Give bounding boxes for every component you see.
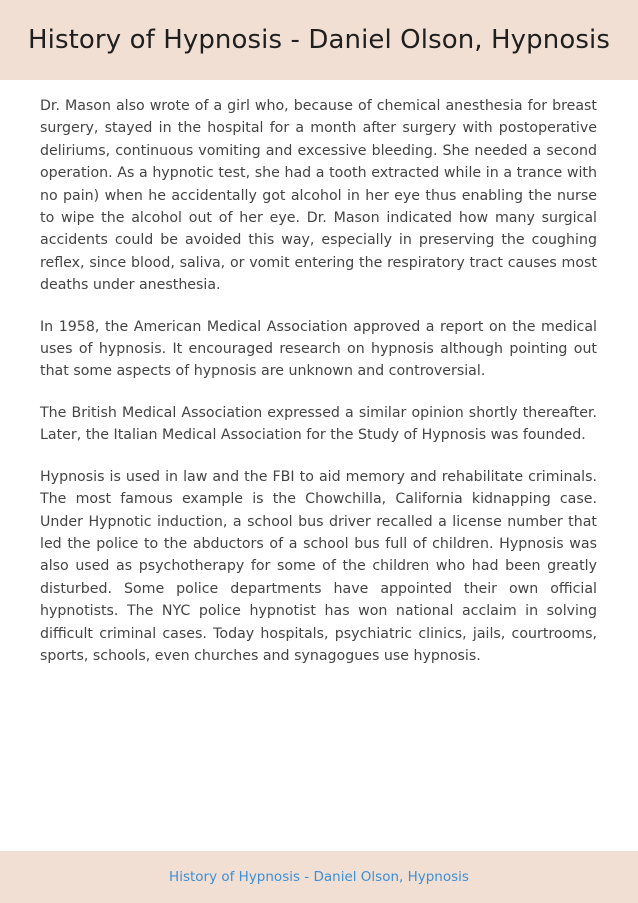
- paragraph-ama-1958: In 1958, the American Medical Association approved a report on the medical uses of hypnosis. It encouraged research on hypnosis although pointing out that some aspects of hypnosis are unknown and controversial.: [40, 318, 597, 380]
- article-body: [40, 95, 597, 686]
- paragraph-anesthesia: Dr. Mason also wrote of a girl who, because of chemical anesthesia for breast surgery, stayed in the hospital for a month after surgery with postoperative deliriums, continuous vomiting and excessive bleeding. She needed a second operation. As a hypnotic test, she had a tooth extracted while in a trance with no pain) when he accidentally got alcohol in her eye thus enabling the nurse to wipe the alcohol out of her eye. Dr. Mason indicated how many surgical accidents could be avoided this way, especially in preserving the coughing reflex, since blood, saliva, or vomit entering the respiratory tract causes most deaths under anesthesia.: [40, 98, 597, 294]
- page-title: History of Hypnosis - Daniel Olson, Hypnosis: [28, 25, 610, 55]
- footer-band: [0, 851, 638, 903]
- footer-title: History of Hypnosis - Daniel Olson, Hypnosis: [169, 869, 469, 885]
- paragraph-bma: The British Medical Association expressed a similar opinion shortly thereafter. Later, the Italian Medical Association for the Study of Hypnosis was founded.: [40, 404, 597, 444]
- paragraph-law-uses: Hypnosis is used in law and the FBI to aid memory and rehabilitate criminals. The most famous example is the Chowchilla, California kidnapping case. Under Hypnotic induction, a school bus driver recalled a license number that led the police to the abductors of a school bus full of children. Hypnosis was also used as psychotherapy for some of the children who had been greatly disturbed. Some police departments have appointed their own official hypnotists. The NYC police hypnotist has won national acclaim in solving difficult criminal cases. Today hospitals, psychiatric clinics, jails, courtrooms, sports, schools, even churches and synagogues use hypnosis.: [40, 468, 597, 664]
- header-band: [0, 0, 638, 80]
